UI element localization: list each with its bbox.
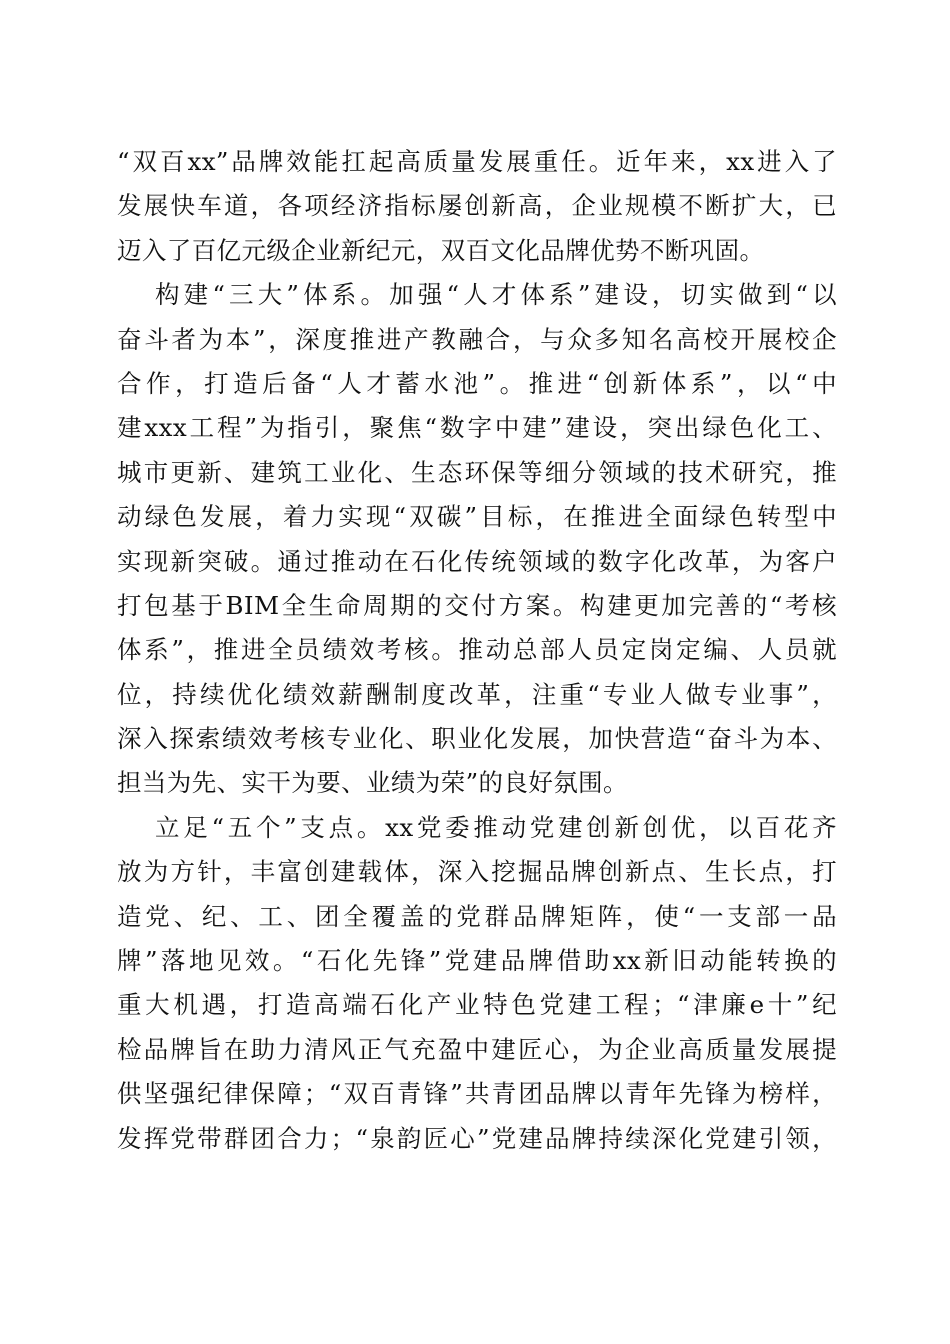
text-line: 奋斗者为本”，深度推进产教融合，与众多知名高校开展校企: [117, 324, 837, 354]
text-line: 体系”，推进全员绩效考核。推动总部人员定岗定编、人员就: [117, 635, 837, 665]
text-line: 深入探索绩效考核专业化、职业化发展，加快营造“奋斗为本、: [117, 724, 837, 754]
text-line: 位，持续优化绩效薪酬制度改革，注重“专业人做专业事”，: [117, 679, 837, 709]
text-line: 实现新突破。通过推动在石化传统领域的数字化改革，为客户: [117, 546, 837, 576]
text-line: 合作，打造后备“人才蓄水池”。推进“创新体系”，以“中: [117, 368, 837, 398]
text-line: 立足“五个”支点。xx党委推动党建创新创优，以百花齐: [155, 812, 837, 842]
text-line: 建xxx工程”为指引，聚焦“数字中建”建设，突出绿色化工、: [117, 413, 837, 443]
text-line: 动绿色发展，着力实现“双碳”目标，在推进全面绿色转型中: [117, 502, 837, 532]
text-line: 迈入了百亿元级企业新纪元，双百文化品牌优势不断巩固。: [117, 235, 765, 265]
document-page: [117, 140, 837, 1161]
text-line: 牌”落地见效。“石化先锋”党建品牌借助xx新旧动能转换的: [117, 946, 837, 976]
paragraph-1: [117, 140, 837, 273]
text-line: 担当为先、实干为要、业绩为荣”的良好氛围。: [117, 768, 628, 798]
text-line: 构建“三大”体系。加强“人才体系”建设，切实做到“以: [155, 280, 837, 310]
text-line: 放为方针，丰富创建载体，深入挖掘品牌创新点、生长点，打: [117, 857, 837, 887]
text-line: 城市更新、建筑工业化、生态环保等细分领域的技术研究，推: [117, 457, 837, 487]
text-line: 检品牌旨在助力清风正气充盈中建匠心，为企业高质量发展提: [117, 1034, 837, 1064]
text-line: 打包基于BIM全生命周期的交付方案。构建更加完善的“考核: [117, 590, 837, 620]
paragraph-2: [117, 273, 837, 806]
text-line: 发挥党带群团合力；“泉韵匠心”党建品牌持续深化党建引领，: [117, 1123, 837, 1153]
text-line: 造党、纪、工、团全覆盖的党群品牌矩阵，使“一支部一品: [117, 901, 837, 931]
text-line: “双百xx”品牌效能扛起高质量发展重任。近年来，xx进入了: [117, 147, 837, 176]
text-line: 发展快车道，各项经济指标屡创新高，企业规模不断扩大，已: [117, 191, 837, 221]
text-line: 供坚强纪律保障；“双百青锋”共青团品牌以青年先锋为榜样，: [117, 1079, 837, 1109]
paragraph-3: [117, 806, 837, 1161]
text-line: 重大机遇，打造高端石化产业特色党建工程；“津廉e十”纪: [117, 990, 837, 1020]
